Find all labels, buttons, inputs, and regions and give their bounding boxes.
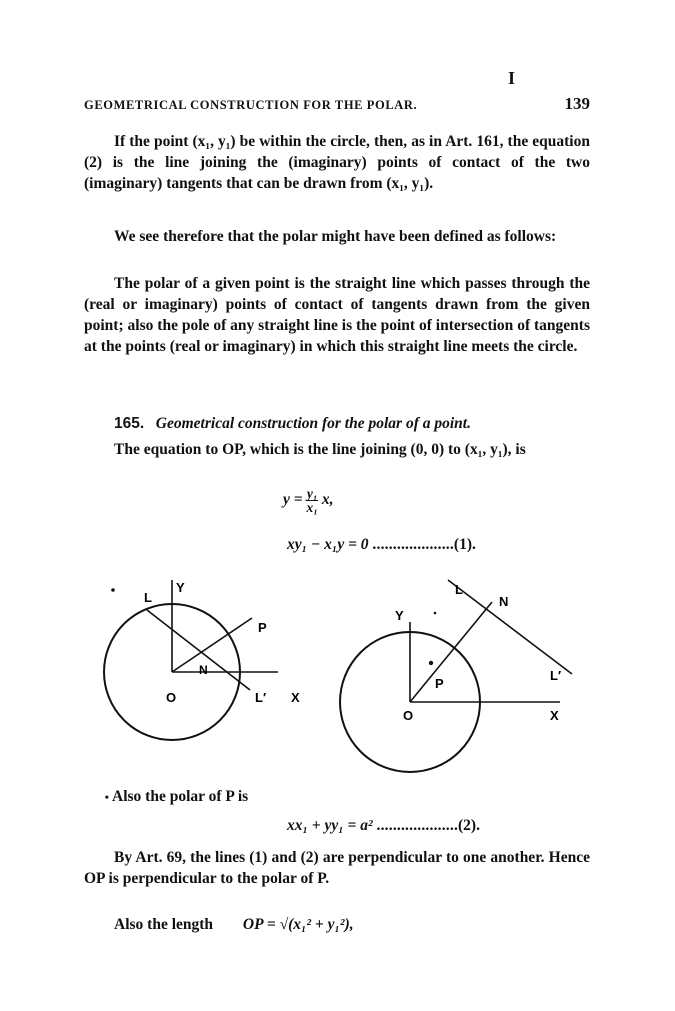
perpendicular-paragraph	[84, 847, 590, 889]
left-label-P: P	[258, 620, 267, 635]
right-stray-mark	[434, 612, 437, 615]
section-number: 165.	[114, 415, 145, 432]
right-label-O: O	[403, 708, 414, 723]
section-title: Geometrical construction for the polar of a point.	[155, 415, 471, 432]
paragraph-2	[84, 226, 590, 247]
paragraph-1	[84, 131, 590, 194]
length-text: Also the length	[114, 916, 214, 933]
also-polar-text: Also the polar of P is	[112, 788, 249, 805]
equation-intro	[84, 439, 590, 460]
eq2-leader-dots: ....................	[372, 536, 454, 553]
page-header	[84, 94, 590, 114]
equation-1	[287, 536, 476, 554]
right-label-L2: L′	[550, 668, 562, 683]
eq3-label: (2).	[458, 817, 480, 834]
eq1-numerator: y₁	[306, 486, 318, 501]
left-label-Y: Y	[176, 580, 185, 595]
left-stray-mark	[111, 588, 115, 592]
length-equation: OP = √(x₁² + y₁²),	[242, 916, 354, 933]
right-point-p	[429, 661, 433, 665]
paragraph-3-text: The polar of a given point is the straight line which passes through the (real or imaginary) points of contact of tangents drawn from the given point; also the pole of any straight line is the point of intersection of tangents at the points (real or imaginary) in which this straight line meets the circle.	[84, 275, 590, 355]
eq2-expression: xy₁ − x₁y = 0	[287, 536, 369, 553]
eq1-lhs: y =	[283, 491, 303, 509]
eq1-fraction	[306, 487, 317, 514]
section-heading	[84, 413, 590, 434]
right-label-N: N	[499, 594, 509, 609]
right-label-P: P	[435, 676, 444, 691]
right-line-op	[410, 602, 492, 702]
right-label-Y: Y	[395, 608, 404, 623]
equation-op	[283, 487, 333, 514]
running-title: GEOMETRICAL CONSTRUCTION FOR THE POLAR.	[84, 98, 418, 112]
also-polar	[84, 786, 590, 808]
right-label-L: L	[455, 582, 463, 597]
equation-intro-text: The equation to OP, which is the line joining (0, 0) to (x₁, y₁), is	[114, 441, 526, 458]
length-line	[84, 914, 590, 935]
corner-mark: I	[508, 68, 516, 88]
left-label-X: X	[291, 690, 300, 705]
figure-right	[332, 570, 584, 785]
left-label-N: N	[199, 663, 208, 677]
eq1-rhs: x,	[321, 491, 334, 509]
left-label-L2: L′	[255, 690, 267, 705]
perpendicular-text: By Art. 69, the lines (1) and (2) are perpendicular to one another. Hence OP is perpendicular to the polar of P.	[84, 849, 590, 887]
left-polar-line	[147, 610, 250, 690]
eq3-leader-dots: ....................	[376, 817, 459, 834]
paragraph-1-text: If the point (x₁, y₁) be within the circle, then, as in Art. 161, the equation (2) is the line joining the (imaginary) points of contact of the two (imaginary) tangents that can be drawn from (x₁, y₁).	[84, 133, 590, 192]
right-label-X: X	[550, 708, 559, 723]
figure-left	[100, 570, 325, 745]
stray-dot: •	[104, 790, 112, 804]
left-label-L: L	[144, 590, 152, 605]
eq1-denominator: x₁	[306, 500, 318, 515]
left-label-O: O	[166, 690, 177, 705]
paragraph-3	[84, 273, 590, 357]
equation-2	[287, 817, 480, 835]
page-number: 139	[564, 94, 590, 113]
paragraph-2-text: We see therefore that the polar might have been defined as follows:	[114, 228, 557, 245]
eq3-expression: xx₁ + yy₁ = a²	[287, 817, 373, 834]
eq2-label: (1).	[453, 536, 476, 553]
